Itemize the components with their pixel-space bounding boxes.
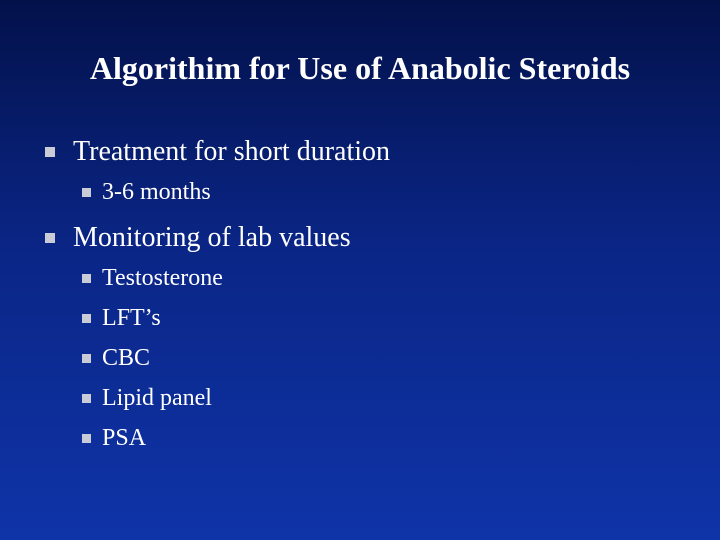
bullet-text: LFT’s: [102, 305, 161, 331]
square-bullet-icon: [45, 233, 55, 243]
sub-bullet-testosterone: [82, 262, 223, 294]
sub-bullet-duration: [82, 176, 211, 208]
square-bullet-icon: [82, 354, 91, 363]
bullet-text: 3-6 months: [102, 179, 211, 205]
slide-title: Algorithim for Use of Anabolic Steroids: [89, 50, 631, 86]
bullet-treatment: [45, 134, 390, 170]
bullet-text: Treatment for short duration: [73, 136, 391, 167]
bullet-text: Lipid panel: [102, 385, 212, 411]
square-bullet-icon: [82, 314, 91, 323]
square-bullet-icon: [82, 394, 91, 403]
sub-bullet-lft: [82, 302, 161, 334]
sub-bullet-cbc: [82, 342, 150, 374]
bullet-text: PSA: [102, 425, 147, 451]
square-bullet-icon: [82, 188, 91, 197]
square-bullet-icon: [45, 147, 55, 157]
sub-bullet-psa: [82, 422, 146, 454]
bullet-text: Testosterone: [102, 265, 223, 291]
sub-bullet-lipid-panel: [82, 382, 212, 414]
bullet-monitoring: [45, 220, 351, 256]
square-bullet-icon: [82, 434, 91, 443]
square-bullet-icon: [82, 274, 91, 283]
bullet-text: CBC: [102, 345, 151, 371]
bullet-text: Monitoring of lab values: [73, 222, 351, 253]
